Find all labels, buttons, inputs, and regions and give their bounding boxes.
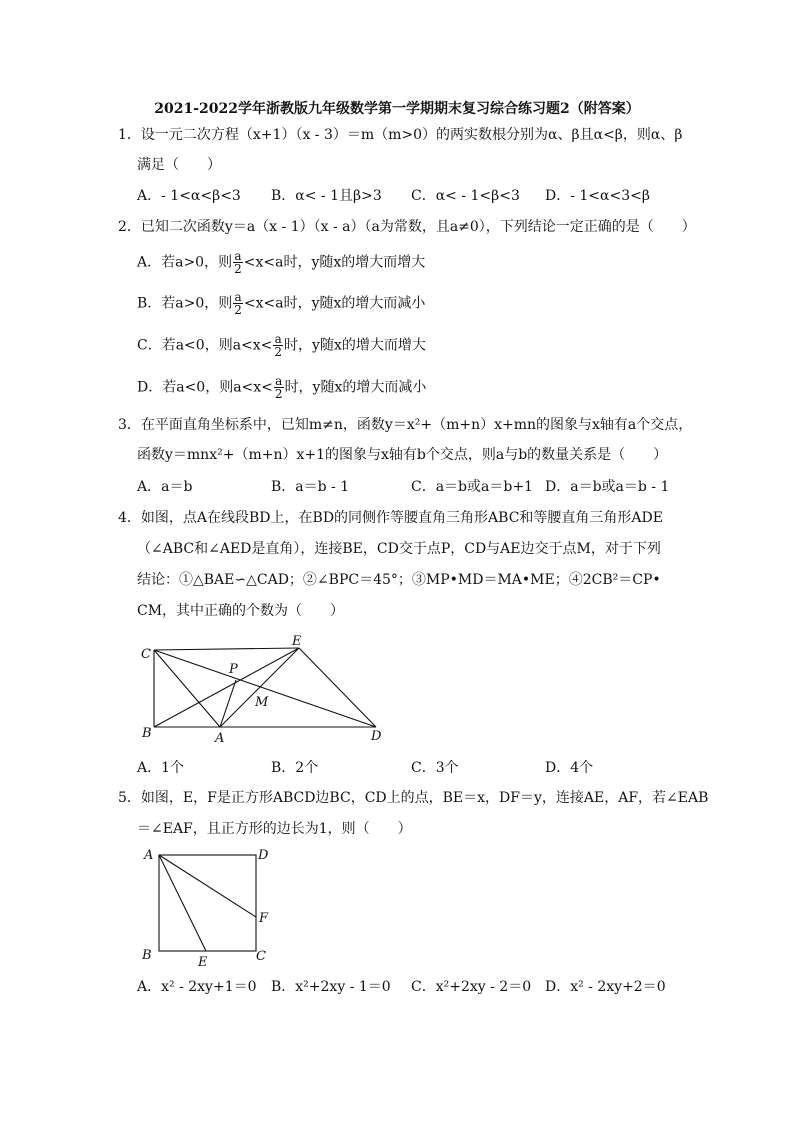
q5-stem-line1: 5．如图，E，F是正方形ABCD边BC，CD上的点，BE＝x，DF＝y，连接AE，AF，若∠EAB xyxy=(118,790,709,806)
label-f: F xyxy=(259,911,269,926)
label-b: B xyxy=(142,726,152,741)
q1-option-a: A．- 1<α<β<3 xyxy=(137,188,241,204)
fraction-numerator: a xyxy=(234,249,242,263)
q1-option-b: B．α< - 1且β>3 xyxy=(271,188,382,204)
q1-option-d: D．- 1<α<3<β xyxy=(545,188,650,204)
q4-stem-line1: 4．如图，点A在线段BD上，在BD的同侧作等腰直角三角形ABC和等腰直角三角形ADE xyxy=(118,510,663,526)
q2-option-d-post: 时，y随x的增大而减小 xyxy=(284,379,427,396)
fraction-a-over-2 xyxy=(273,333,283,358)
q4-option-d: D．4个 xyxy=(545,760,594,776)
q2-option-a-post: <x<a时，y随x的增大而增大 xyxy=(243,254,426,271)
q3-stem-line1: 3．在平面直角坐标系中，已知m≠n，函数y＝x²+（m+n）x+mn的图象与x轴有a个交点， xyxy=(118,417,693,433)
q1-stem-line1: 1．设一元二次方程（x+1）（x - 3）＝m（m>0）的两实数根分别为α、β且α<β，则α、β xyxy=(118,127,683,143)
segment-be xyxy=(154,648,299,727)
fraction-a-over-2 xyxy=(274,375,284,400)
q2-option-d-pre: D．若a<0，则a<x< xyxy=(137,379,273,396)
q4-option-c: C．3个 xyxy=(411,760,459,776)
label-e: E xyxy=(292,634,302,649)
q5-option-c: C．x²+2xy - 2＝0 xyxy=(411,979,532,995)
q2-option-a xyxy=(137,250,425,275)
label-m: M xyxy=(255,695,269,710)
q1-stem-line2: 满足（ ） xyxy=(137,157,221,173)
label-c: C xyxy=(141,647,151,662)
fraction-numerator: a xyxy=(234,290,242,304)
q3-option-b: B．a＝b - 1 xyxy=(271,479,350,495)
fraction-numerator: a xyxy=(274,332,282,346)
label-b: B xyxy=(142,948,152,963)
segment-ed xyxy=(299,648,376,727)
label-e: E xyxy=(198,955,208,970)
q5-option-a: A．x² - 2xy+1＝0 xyxy=(137,979,257,995)
q3-option-c: C．a＝b或a＝b+1 xyxy=(411,479,533,495)
q3-option-d: D．a＝b或a＝b - 1 xyxy=(545,479,670,495)
q4-option-a: A．1个 xyxy=(137,760,185,776)
q5-stem-line2: ＝∠EAF，且正方形的边长为1，则（ ） xyxy=(137,821,412,837)
fraction-a-over-2 xyxy=(233,250,243,275)
q4-figure xyxy=(138,632,388,744)
q3-option-a: A．a＝b xyxy=(137,479,193,495)
q5-figure xyxy=(138,845,278,970)
q2-option-d xyxy=(137,375,426,400)
label-a: A xyxy=(144,848,154,863)
segment-ae xyxy=(220,648,299,727)
q2-option-c xyxy=(137,333,426,358)
q4-stem-line2: （∠ABC和∠AED是直角），连接BE，CD交于点P，CD与AE边交于点M，对于下列 xyxy=(137,541,661,557)
q4-stem-line4: CM，其中正确的个数为（ ） xyxy=(137,603,345,619)
fraction-denominator: 2 xyxy=(274,387,283,401)
q3-stem-line2: 函数y＝mnx²+（m+n）x+1的图象与x轴有b个交点，则a与b的数量关系是（ ） xyxy=(137,447,668,463)
q2-option-c-post: 时，y随x的增大而增大 xyxy=(284,337,426,354)
segment-af xyxy=(159,855,256,917)
q5-option-d: D．x² - 2xy+2＝0 xyxy=(545,979,666,995)
q2-option-b xyxy=(137,291,425,316)
q1-option-c: C．α< - 1<β<3 xyxy=(411,188,520,204)
label-d: D xyxy=(258,848,269,863)
label-p: P xyxy=(229,662,238,677)
q2-option-b-post: <x<a时，y随x的增大而减小 xyxy=(243,295,426,312)
fraction-a-over-2 xyxy=(233,291,243,316)
fraction-denominator: 2 xyxy=(274,345,283,359)
q2-option-a-pre: A．若a>0，则 xyxy=(137,254,233,271)
q2-option-b-pre: B．若a>0，则 xyxy=(137,295,233,312)
q5-option-b: B．x²+2xy - 1＝0 xyxy=(271,979,391,995)
label-a: A xyxy=(215,731,225,744)
page-title: 2021-2022学年浙教版九年级数学第一学期期末复习综合练习题2（附答案） xyxy=(154,101,640,117)
segment-ce xyxy=(154,648,299,650)
label-c: C xyxy=(256,949,266,964)
fraction-denominator: 2 xyxy=(234,262,242,276)
q4-option-b: B．2个 xyxy=(271,760,319,776)
q2-stem: 2．已知二次函数y＝a（x - 1）（x - a）（a为常数，且a≠0），下列结论一定正确的是（ ） xyxy=(118,219,696,235)
q2-option-c-pre: C．若a<0，则a<x< xyxy=(137,337,273,354)
square-abcd xyxy=(159,855,256,951)
fraction-numerator: a xyxy=(275,374,283,388)
fraction-denominator: 2 xyxy=(234,303,242,317)
q4-stem-line3: 结论：①△BAE∽△CAD；②∠BPC＝45°；③MP•MD＝MA•ME；④2CB²＝CP• xyxy=(137,572,661,588)
label-d: D xyxy=(371,729,382,744)
